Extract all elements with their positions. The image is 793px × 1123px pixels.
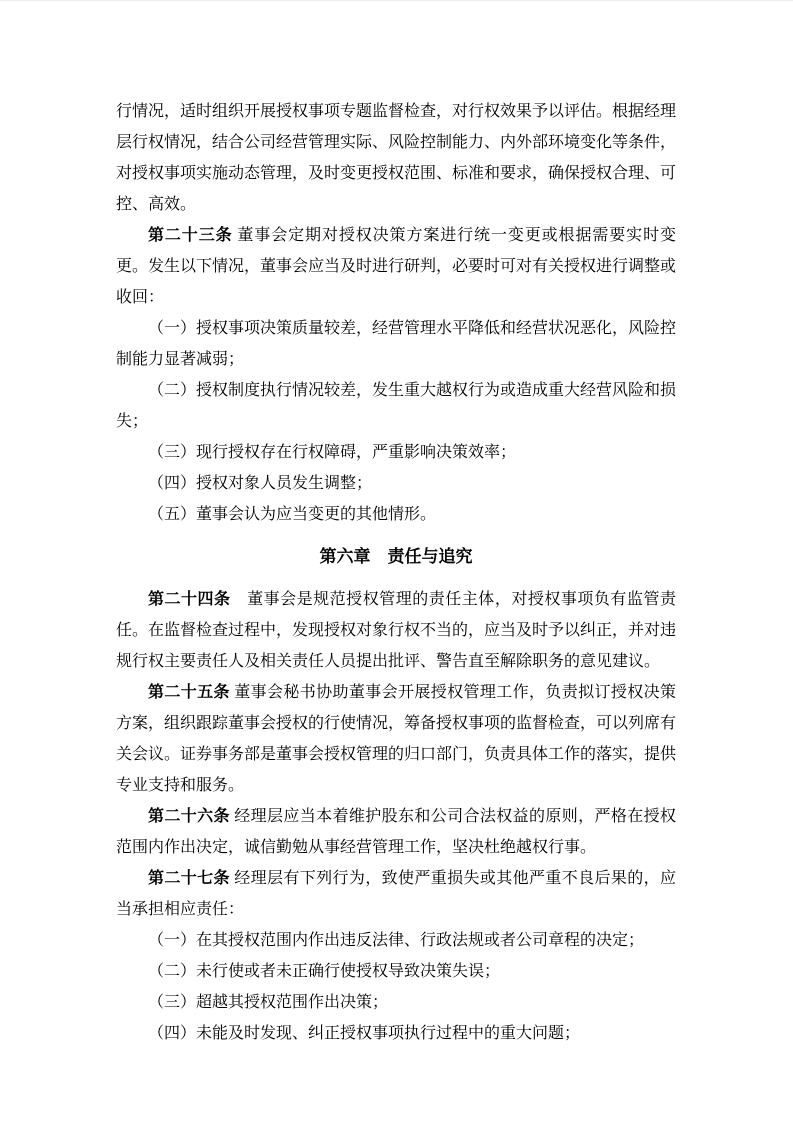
paragraph-text: 行情况，适时组织开展授权事项专题监督检查，对行权效果予以评估。根据经理层行权情况，结合公司经营管理实际、风险控制能力、内外部环境变化等条件，对授权事项实施动态管理，及时变更授权范围、标准和要求，确保授权合理、可控、高效。 [116, 103, 677, 213]
list-item-text: （一）授权事项决策质量较差，经营管理水平降低和经营状况恶化，风险控制能力显著减弱； [116, 320, 677, 368]
article-25-text: 董事会秘书协助董事会开展授权管理工作，负责拟订授权决策方案，组织跟踪董事会授权的行使情况，筹备授权事项的监督检查，可以列席有关会议。证券事务部是董事会授权管理的归口部门，负责具体工作的落实，提供专业支持和服务。 [116, 684, 677, 794]
paragraph-continuation [116, 96, 676, 220]
list-item-text: （五）董事会认为应当变更的其他情形。 [148, 506, 437, 523]
article-25-label: 第二十五条 [148, 684, 230, 701]
list-item-text: （一）在其授权范围内作出违反法律、行政法规或者公司章程的决定； [148, 932, 645, 949]
article-26 [116, 801, 676, 863]
article-27 [116, 863, 676, 925]
article-24-label: 第二十四条 [148, 591, 231, 608]
list-item-text: （四）未能及时发现、纠正授权事项执行过程中的重大问题； [148, 1025, 581, 1042]
list-item-text: （四）授权对象人员发生调整； [148, 475, 373, 492]
article-24 [116, 584, 676, 677]
list-item-23-5 [116, 499, 676, 530]
list-item-27-4 [116, 1018, 676, 1049]
article-23-label: 第二十三条 [148, 227, 233, 244]
chapter-6-heading: 第六章 责任与追究 [319, 547, 473, 566]
list-item-text: （三）超越其授权范围作出决策； [148, 994, 389, 1011]
list-item-text: （二）授权制度执行情况较差，发生重大越权行为或造成重大经营风险和损失； [116, 382, 677, 430]
article-26-text: 经理层应当本着维护股东和公司合法权益的原则，严格在授权范围内作出决定，诚信勤勉从事经营管理工作，坚决杜绝越权行事。 [116, 808, 676, 856]
list-item-23-4 [116, 468, 676, 499]
article-24-text: 董事会是规范授权管理的责任主体，对授权事项负有监管责任。在监督检查过程中，发现授权对象行权不当的，应当及时予以纠正，并对违规行权主要责任人及相关责任人员提出批评、警告直至解除职务的意见建议。 [116, 591, 677, 670]
article-27-label: 第二十七条 [148, 870, 230, 887]
list-item-text: （二）未行使或者未正确行使授权导致决策失误； [148, 963, 501, 980]
list-item-27-1 [116, 925, 676, 956]
list-item-23-1 [116, 313, 676, 375]
list-item-27-3 [116, 987, 676, 1018]
article-27-text: 经理层有下列行为，致使严重损失或其他严重不良后果的，应当承担相应责任： [116, 870, 676, 918]
list-item-23-2 [116, 375, 676, 437]
list-item-text: （三）现行授权存在行权障碍，严重影响决策效率； [148, 444, 517, 461]
article-26-label: 第二十六条 [148, 808, 230, 825]
list-item-23-3 [116, 437, 676, 468]
article-25 [116, 677, 676, 801]
list-item-27-2 [116, 956, 676, 987]
article-23 [116, 220, 676, 313]
document-page [0, 1, 793, 1123]
article-23-text: 董事会定期对授权决策方案进行统一变更或根据需要实时变更。发生以下情况，董事会应当及时进行研判，必要时可对有关授权进行调整或收回： [116, 227, 677, 306]
